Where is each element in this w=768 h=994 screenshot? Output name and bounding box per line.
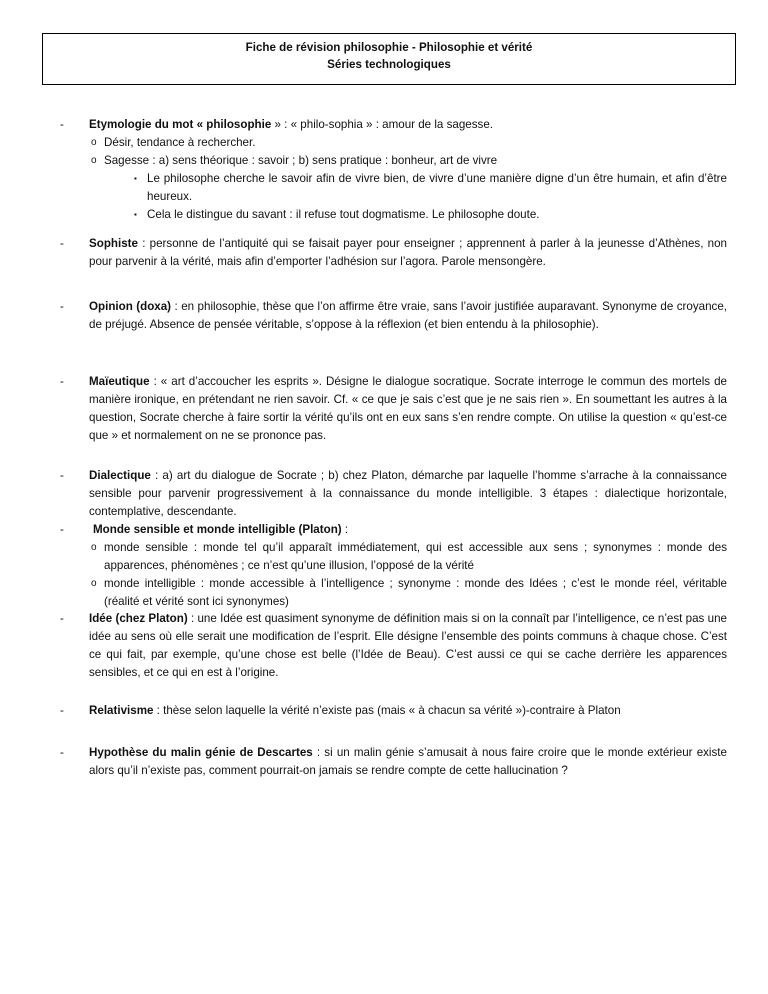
circle-bullet-icon: o — [91, 542, 97, 553]
term-idee: Idée (chez Platon) — [89, 612, 188, 625]
def-dialectique: : a) art du dialogue de Socrate ; b) chez Platon, démarche par laquelle l’homme s’arrache à la connaissance sensible pour parvenir progressivement à la connaissance du monde intelligible. 3 étapes : dialectique horizontale, contemplative, descendante. — [89, 469, 727, 518]
def-descartes: : si un malin génie s’amusait à nous faire croire que le monde extérieur existe alors qu’il n’existe pas, comment pourrait-on jamais se rendre compte de cette hallucination ? — [89, 746, 727, 777]
dash-bullet: - — [60, 375, 64, 388]
def-etymologie: » : « philo-sophia » : amour de la sagesse. — [271, 118, 493, 131]
term-monde: Monde sensible et monde intelligible (Platon) — [93, 523, 342, 536]
etymologie-sub2a: Le philosophe cherche le savoir afin de vivre bien, de vivre d’une manière digne d’un être humain, et afin d’être heureux. — [147, 172, 727, 203]
monde-sub1: monde sensible : monde tel qu’il apparaît immédiatement, qui est accessible aux sens ; synonymes : monde des apparences, phénomènes ; ce n’est qu’une illusion, l’opposé de la vérité — [104, 541, 727, 572]
dash-bullet: - — [60, 704, 64, 717]
monde-sub2: monde intelligible : monde accessible à l’intelligence ; synonyme : monde des Idées ; c’est le monde réel, véritable (réalité et vérité sont ici synonymes) — [104, 577, 727, 608]
term-etymologie: Etymologie du mot « philosophie — [89, 118, 272, 131]
list-item — [91, 539, 727, 575]
entry-dialectique — [62, 467, 727, 521]
def-sophiste: : personne de l’antiquité qui se faisait payer pour enseigner ; apprennent à parler à la jeunesse d’Athènes, non pour parvenir à la vérité, mais afin d’emporter l’adhésion sur l’agora. Parole mensongère. — [89, 237, 727, 268]
entry-sophiste — [62, 235, 727, 271]
list-item — [91, 134, 727, 152]
circle-bullet-icon: o — [91, 578, 97, 589]
dash-bullet: - — [60, 237, 64, 250]
etymologie-sub2: Sagesse : a) sens théorique : savoir ; b) sens pratique : bonheur, art de vivre — [104, 154, 498, 167]
dash-bullet: - — [60, 118, 64, 131]
etymologie-sub2b: Cela le distingue du savant : il refuse tout dogmatisme. Le philosophe doute. — [147, 208, 540, 221]
list-item — [91, 152, 727, 170]
title-box — [42, 33, 736, 85]
dash-bullet: - — [60, 469, 64, 482]
term-descartes: Hypothèse du malin génie de Descartes — [89, 746, 313, 759]
etymologie-sub1: Désir, tendance à rechercher. — [104, 136, 256, 149]
term-dialectique: Dialectique — [89, 469, 151, 482]
entry-idee — [62, 610, 727, 682]
list-item — [91, 575, 727, 611]
def-monde: : — [341, 523, 349, 536]
def-idee: : une Idée est quasiment synonyme de définition mais si on la connaît par l’intelligence, ce n’est pas une idée au sens où elle serait une modification de l’esprit. Elle désigne l’ensemble des points communs à chaque chose. C’est ce qui fait, par exemple, qu’une chose est belle (l’Idée de Beau). C’est aussi ce qui se cache derrière les apparences sensibles, et ce qui en est à l’origine. — [89, 612, 727, 679]
dash-bullet: - — [60, 612, 64, 625]
entry-descartes — [62, 744, 727, 780]
dash-bullet: - — [60, 523, 64, 536]
dash-bullet: - — [60, 300, 64, 313]
term-maieutique: Maïeutique — [89, 375, 150, 388]
list-item — [134, 206, 727, 224]
circle-bullet-icon: o — [91, 155, 97, 166]
term-sophiste: Sophiste — [89, 237, 138, 250]
term-relativisme: Relativisme — [89, 704, 154, 717]
def-opinion: : en philosophie, thèse que l’on affirme être vraie, sans l’avoir justifiée auparavant. Synonyme de croyance, de préjugé. Absence de pensée véritable, s’oppose à la réflexion (et bien entendu à la philosophie). — [89, 300, 728, 331]
entry-maieutique — [62, 373, 727, 445]
entry-relativisme — [62, 702, 727, 720]
list-item — [134, 170, 727, 206]
document-title: Fiche de révision philosophie - Philosophie et vérité — [245, 41, 533, 54]
dash-bullet: - — [60, 746, 64, 759]
def-relativisme: : thèse selon laquelle la vérité n’existe pas (mais « à chacun sa vérité »)-contraire à Platon — [153, 704, 621, 717]
square-bullet-icon: ▪ — [134, 174, 137, 183]
document-subtitle: Séries technologiques — [327, 58, 451, 71]
entry-opinion — [62, 298, 727, 334]
circle-bullet-icon: o — [91, 137, 97, 148]
square-bullet-icon: ▪ — [134, 210, 137, 219]
entry-etymologie — [62, 116, 727, 224]
entry-monde — [62, 521, 727, 611]
def-maieutique: : « art d’accoucher les esprits ». Désigne le dialogue socratique. Socrate interroge le commun des mortels de manière ironique, en prétendant ne rien savoir. Cf. « ce que je sais c’est que je ne sais rien ». En soumettant les autres à la question, Socrate cherche à faire sortir la vérité qu’ils ont en eux sans s’en rendre compte. On utilise la question « qu’est-ce que » et normalement on ne se prononce pas. — [89, 375, 727, 442]
term-opinion: Opinion (doxa) — [89, 300, 172, 313]
